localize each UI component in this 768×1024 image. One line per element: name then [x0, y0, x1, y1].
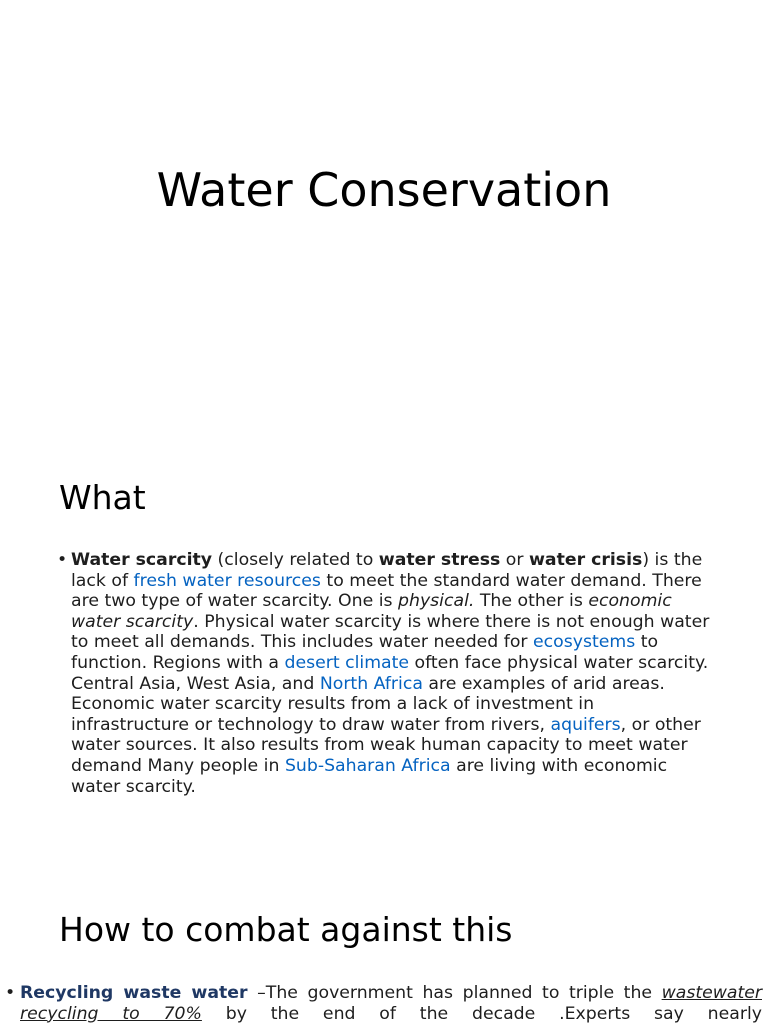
text-run: by the end of the decade .Experts say nearly	[201, 1003, 762, 1024]
text-run: –The government has planned to triple the	[247, 983, 662, 1003]
text-link[interactable]: desert climate	[284, 652, 410, 673]
text-link[interactable]: fresh water resources	[133, 570, 321, 591]
text-run: Water scarcity	[71, 550, 213, 570]
text-run: to function. Regions with a	[71, 632, 659, 673]
text-run: The other is	[474, 591, 589, 612]
text-run: physical.	[398, 591, 475, 612]
text-run: or	[500, 550, 529, 570]
text-link[interactable]: aquifers	[550, 714, 621, 735]
text-run: economic water scarcity	[71, 591, 672, 632]
text-run: water stress	[378, 550, 501, 570]
text-run: . Physical water scarcity is where there is not enough water to meet all demands. This includes water needed for	[71, 611, 710, 653]
text-link[interactable]: ecosystems	[533, 632, 636, 653]
section-heading-what: What	[59, 478, 146, 517]
text-run: Recycling waste water	[20, 983, 248, 1003]
text-run: water crisis	[528, 550, 643, 570]
text-run: are living with economic water scarcity.	[71, 755, 668, 797]
text-run: , or other water sources. It also results from weak human capacity to meet water demand Many people in	[71, 714, 701, 776]
text-run: often face physical water scarcity. Central Asia, West Asia, and	[71, 652, 709, 694]
text-run: to meet the standard water demand. There are two type of water scarcity. One is	[71, 570, 702, 612]
text-run: ) is the lack of	[71, 550, 703, 591]
bullet-item-recycling	[5, 983, 762, 1024]
bullet-item-what	[57, 550, 717, 797]
section-heading-how: How to combat against this	[59, 910, 513, 949]
bullet-text	[71, 550, 717, 797]
bullet-dot: •	[57, 550, 68, 570]
text-run: (closely related to	[212, 550, 379, 570]
text-link[interactable]: North Africa	[319, 673, 423, 694]
text-run: wastewater recycling to 70%	[20, 983, 762, 1024]
bullet-text	[20, 983, 762, 1024]
text-link[interactable]: Sub-Saharan Africa	[284, 755, 451, 776]
bullet-dot: •	[5, 983, 16, 1003]
slide-title: Water Conservation	[156, 163, 612, 217]
text-run: are examples of arid areas. Economic water scarcity results from a lack of investment in infrastructure or technology to draw water from rivers,	[71, 673, 665, 735]
